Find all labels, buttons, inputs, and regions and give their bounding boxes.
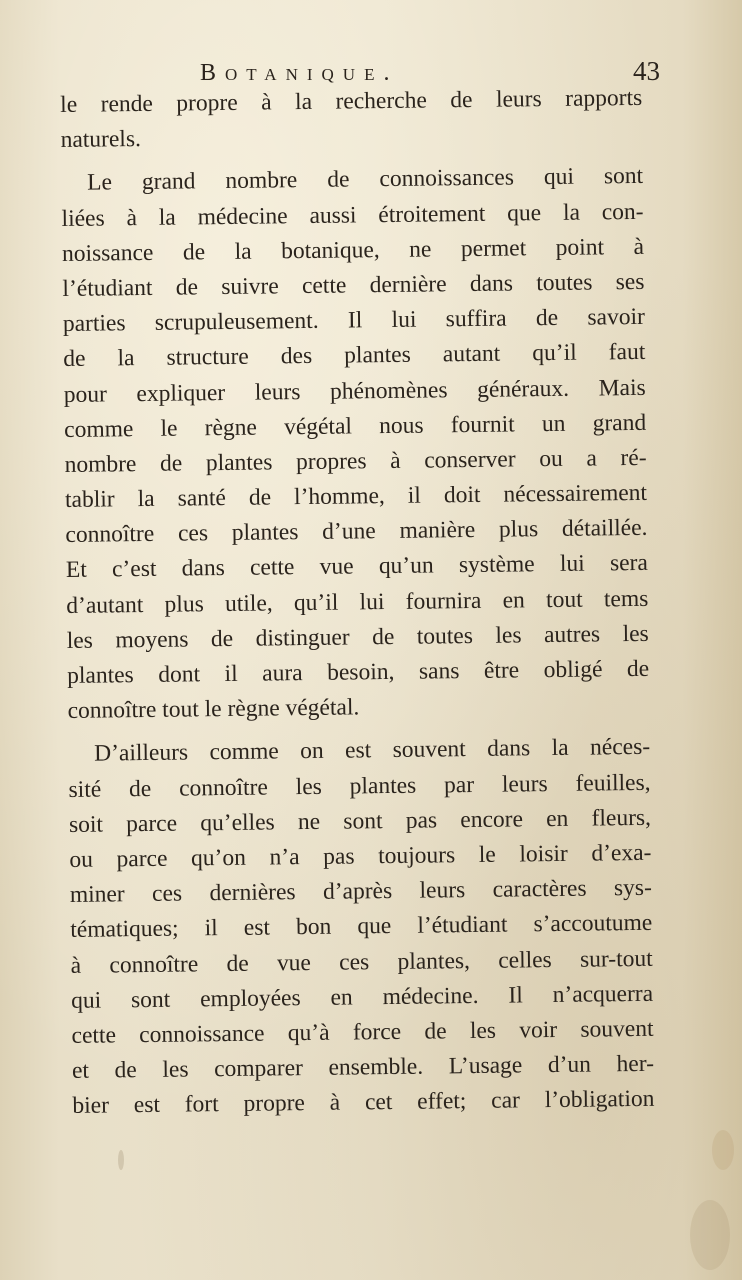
text-line: tablir la santé de l’homme, il doit nécessairement xyxy=(64,479,648,514)
page-number: 43 xyxy=(633,56,660,86)
paper-stain xyxy=(690,1200,730,1270)
text-line: d’autant plus utile, qu’il lui fournira en tout tems xyxy=(66,585,649,619)
text-line: cette connoissance qu’à force de les voir souvent xyxy=(71,1015,654,1049)
text-line: D’ailleurs comme on est souvent dans la néces- xyxy=(93,734,651,768)
text-line: Et c’est dans cette vue qu’un système lui sera xyxy=(65,550,649,584)
body-text xyxy=(60,81,655,1138)
text-line: soit parce qu’elles ne sont pas encore en fleurs, xyxy=(68,804,652,838)
text-line: comme le règne végétal nous fournit un grand xyxy=(64,409,647,443)
text-line: l’étudiant de suivre cette dernière dans toutes ses xyxy=(62,268,645,302)
text-line: et de les comparer ensemble. L’usage d’un her- xyxy=(71,1050,655,1084)
text-line: connoître ces plantes d’une manière plus détaillée. xyxy=(65,515,648,549)
text-line: qui sont employées en médecine. Il n’acquerra xyxy=(70,980,654,1014)
text-line: Le grand nombre de connoissances qui sont xyxy=(87,163,644,197)
text-line: de la structure des plantes autant qu’il faut xyxy=(63,339,646,373)
text-line: à connoître de vue ces plantes, celles sur-tout xyxy=(70,945,653,979)
text-line: ou parce qu’on n’a pas toujours le loisir d’exa- xyxy=(69,839,652,873)
text-line: tématiques; il est bon que l’étudiant s’accoutume xyxy=(70,910,653,944)
text-line: pour expliquer leurs phénomènes généraux. Mais xyxy=(63,374,646,408)
text-line: naturels. xyxy=(60,126,142,154)
text-line: bier est fort propre à cet effet; car l’obligation xyxy=(72,1086,655,1120)
text-line: connoître tout le règne végétal. xyxy=(67,694,360,725)
text-line: noissance de la botanique, ne permet point à xyxy=(61,233,645,267)
text-line: le rende propre à la recherche de leurs rapports xyxy=(60,84,643,118)
text-line: les moyens de distinguer de toutes les autres les xyxy=(66,620,649,654)
running-head-title: Botanique. xyxy=(200,60,399,86)
paper-stain xyxy=(712,1130,734,1170)
paper-mark xyxy=(118,1150,124,1170)
text-line: parties scrupuleusement. Il lui suffira de savoir xyxy=(62,303,646,338)
text-line: plantes dont il aura besoin, sans être obligé de xyxy=(67,655,650,689)
text-line: miner ces dernières d’après leurs caractères sys- xyxy=(69,874,652,909)
text-line: liées à la médecine aussi étroitement que la con- xyxy=(61,198,644,232)
text-line: nombre de plantes propres à conserver ou a ré- xyxy=(64,444,647,478)
text-line: sité de connoître les plantes par leurs feuilles, xyxy=(68,769,651,803)
